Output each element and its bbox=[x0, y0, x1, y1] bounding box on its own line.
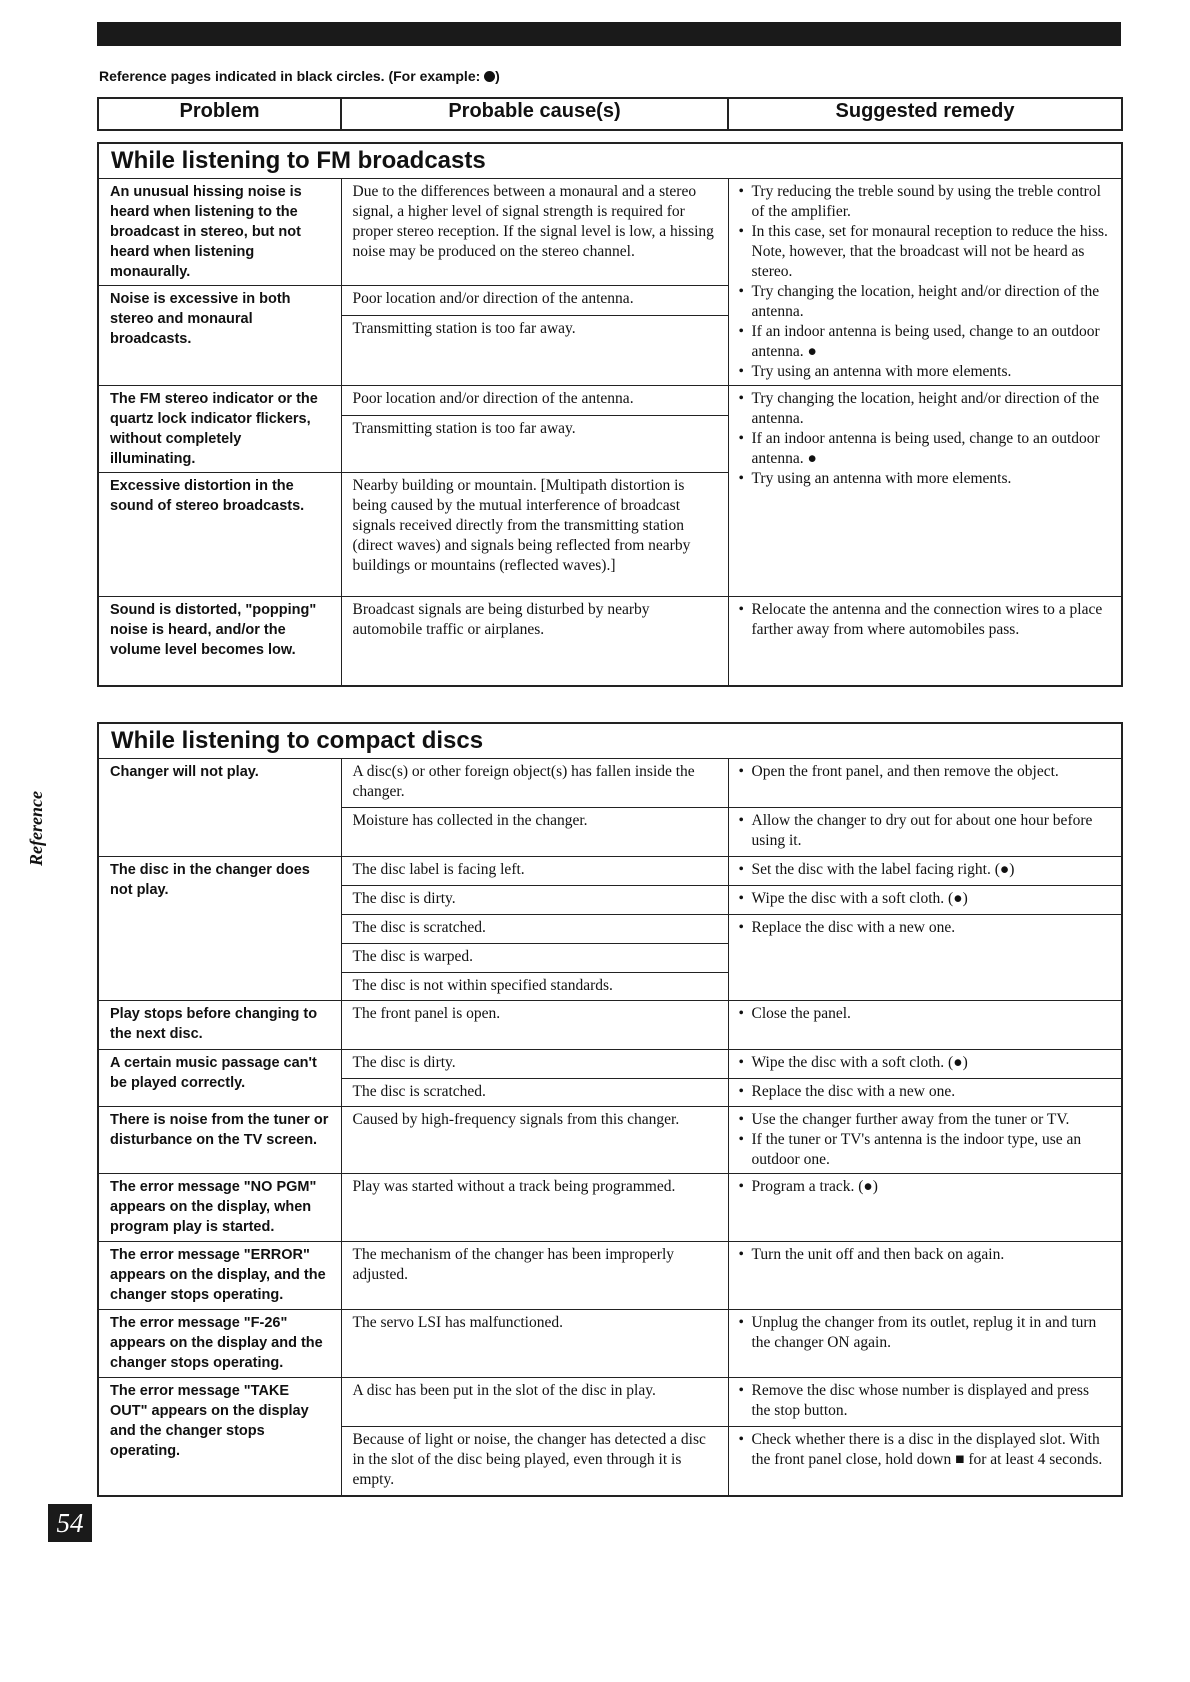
cause-cell: The disc is scratched. bbox=[341, 915, 728, 944]
stop-square-icon: ■ bbox=[955, 1451, 965, 1468]
cause-cell: The disc is dirty. bbox=[341, 886, 728, 915]
remedy-cell bbox=[728, 759, 1122, 808]
remedy-item: • Try reducing the treble sound by using the treble control of the amplifier. bbox=[739, 182, 1112, 222]
remedy-item: • Replace the disc with a new one. bbox=[739, 918, 1112, 938]
remedy-item: • Try changing the location, height and/or direction of the antenna. bbox=[739, 282, 1112, 322]
remedy-item: • If the tuner or TV's antenna is the indoor type, use an outdoor one. bbox=[739, 1130, 1112, 1170]
remedy-item: • Check whether there is a disc in the displayed slot. With the front panel close, hold down ■ for at least 4 seconds. bbox=[739, 1430, 1112, 1470]
table-row bbox=[98, 1310, 1122, 1378]
reference-note: Reference pages indicated in black circles. (For example: ) bbox=[99, 68, 500, 84]
black-circle-icon: ● bbox=[807, 343, 817, 360]
remedy-cell bbox=[728, 1242, 1122, 1310]
remedy-item: • Open the front panel, and then remove the object. bbox=[739, 762, 1112, 782]
problem-cell: The error message "TAKE OUT" appears on the display and the changer stops operating. bbox=[98, 1378, 341, 1496]
cause-cell: The disc is not within specified standards. bbox=[341, 973, 728, 1001]
problem-cell: A certain music passage can't be played correctly. bbox=[98, 1050, 341, 1107]
fm-section-title: While listening to FM broadcasts bbox=[98, 143, 1122, 179]
page-number: 54 bbox=[48, 1504, 92, 1542]
table-row bbox=[98, 759, 1122, 808]
black-circle-icon: ● bbox=[953, 890, 963, 907]
table-row bbox=[98, 857, 1122, 886]
remedy-cell bbox=[728, 857, 1122, 886]
remedy-cell bbox=[728, 1378, 1122, 1427]
table-row bbox=[98, 597, 1122, 686]
remedy-cell bbox=[728, 386, 1122, 597]
remedy-cell bbox=[728, 886, 1122, 915]
column-headers bbox=[97, 97, 1123, 131]
cd-section-title: While listening to compact discs bbox=[98, 723, 1122, 759]
remedy-cell bbox=[728, 179, 1122, 386]
cause-cell: Broadcast signals are being disturbed by nearby automobile traffic or airplanes. bbox=[341, 597, 728, 686]
cause-cell: Transmitting station is too far away. bbox=[341, 416, 728, 473]
remedy-cell bbox=[728, 1427, 1122, 1496]
remedy-cell bbox=[728, 915, 1122, 1001]
problem-cell: An unusual hissing noise is heard when listening to the broadcast in stereo, but not heard when listening monaurally. bbox=[98, 179, 341, 286]
cause-cell: Caused by high-frequency signals from this changer. bbox=[341, 1107, 728, 1174]
remedy-item: • Program a track. (●) bbox=[739, 1177, 1112, 1197]
problem-cell: The disc in the changer does not play. bbox=[98, 857, 341, 1001]
problem-cell: The error message "F-26" appears on the display and the changer stops operating. bbox=[98, 1310, 341, 1378]
problem-cell: There is noise from the tuner or disturbance on the TV screen. bbox=[98, 1107, 341, 1174]
remedy-item: • Replace the disc with a new one. bbox=[739, 1082, 1112, 1102]
black-circle-icon: ● bbox=[953, 1054, 963, 1071]
remedy-cell bbox=[728, 808, 1122, 857]
sidebar-label: Reference bbox=[26, 791, 46, 866]
remedy-cell bbox=[728, 1001, 1122, 1050]
cause-cell: Nearby building or mountain. [Multipath distortion is being caused by the mutual interference of broadcast signals received directly from the transmitting station (direct waves) and signals being reflected from nearby buildings or mountains (reflected waves).] bbox=[341, 473, 728, 597]
cause-header: Probable cause(s) bbox=[341, 98, 728, 130]
table-row bbox=[98, 1378, 1122, 1427]
cause-cell: The disc is scratched. bbox=[341, 1079, 728, 1107]
cause-cell: The disc is dirty. bbox=[341, 1050, 728, 1079]
cause-cell: Poor location and/or direction of the antenna. bbox=[341, 386, 728, 416]
remedy-item: • Allow the changer to dry out for about one hour before using it. bbox=[739, 811, 1112, 851]
remedy-item: • Set the disc with the label facing right. (●) bbox=[739, 860, 1112, 880]
problem-cell: Excessive distortion in the sound of stereo broadcasts. bbox=[98, 473, 341, 597]
fm-section bbox=[97, 142, 1123, 687]
remedy-item: • If an indoor antenna is being used, change to an outdoor antenna. ● bbox=[739, 322, 1112, 362]
problem-cell: The error message "NO PGM" appears on the display, when program play is started. bbox=[98, 1174, 341, 1242]
table-row bbox=[98, 1107, 1122, 1174]
problem-header: Problem bbox=[98, 98, 341, 130]
remedy-item: • Turn the unit off and then back on again. bbox=[739, 1245, 1112, 1265]
remedy-cell bbox=[728, 1107, 1122, 1174]
remedy-item: • Try using an antenna with more elements. bbox=[739, 362, 1112, 382]
cause-cell: A disc(s) or other foreign object(s) has fallen inside the changer. bbox=[341, 759, 728, 808]
table-row bbox=[98, 179, 1122, 286]
remedy-item: • Close the panel. bbox=[739, 1004, 1112, 1024]
remedy-item: • In this case, set for monaural reception to reduce the hiss. Note, however, that the broadcast will not be heard as stereo. bbox=[739, 222, 1112, 282]
remedy-item: • Remove the disc whose number is displayed and press the stop button. bbox=[739, 1381, 1112, 1421]
remedy-item: • Relocate the antenna and the connection wires to a place farther away from where automobiles pass. bbox=[739, 600, 1112, 640]
remedy-cell bbox=[728, 597, 1122, 686]
remedy-item: • Wipe the disc with a soft cloth. (●) bbox=[739, 1053, 1112, 1073]
table-row bbox=[98, 1174, 1122, 1242]
cause-cell: The front panel is open. bbox=[341, 1001, 728, 1050]
cause-cell: Poor location and/or direction of the antenna. bbox=[341, 286, 728, 316]
remedy-cell bbox=[728, 1050, 1122, 1079]
remedy-cell bbox=[728, 1310, 1122, 1378]
table-row bbox=[98, 1242, 1122, 1310]
remedy-item: • Try changing the location, height and/or direction of the antenna. bbox=[739, 389, 1112, 429]
cause-cell: Play was started without a track being programmed. bbox=[341, 1174, 728, 1242]
cause-cell: Due to the differences between a monaural and a stereo signal, a higher level of signal strength is required for proper stereo reception. If the signal level is low, a hissing noise may be produced on the stereo channel. bbox=[341, 179, 728, 286]
problem-cell: Play stops before changing to the next disc. bbox=[98, 1001, 341, 1050]
remedy-cell bbox=[728, 1079, 1122, 1107]
cause-cell: Transmitting station is too far away. bbox=[341, 316, 728, 386]
black-circle-icon: ● bbox=[807, 450, 817, 467]
cause-cell: The disc is warped. bbox=[341, 944, 728, 973]
cause-cell: The disc label is facing left. bbox=[341, 857, 728, 886]
cause-cell: The servo LSI has malfunctioned. bbox=[341, 1310, 728, 1378]
remedy-item: • Unplug the changer from its outlet, replug it in and turn the changer ON again. bbox=[739, 1313, 1112, 1353]
remedy-item: • Wipe the disc with a soft cloth. (●) bbox=[739, 889, 1112, 909]
cause-cell: A disc has been put in the slot of the disc in play. bbox=[341, 1378, 728, 1427]
problem-cell: Sound is distorted, "popping" noise is heard, and/or the volume level becomes low. bbox=[98, 597, 341, 686]
remedy-item: • If an indoor antenna is being used, change to an outdoor antenna. ● bbox=[739, 429, 1112, 469]
black-circle-icon bbox=[484, 71, 495, 82]
cause-cell: Because of light or noise, the changer has detected a disc in the slot of the disc being played, even through it is empty. bbox=[341, 1427, 728, 1496]
table-row bbox=[98, 1001, 1122, 1050]
remedy-header: Suggested remedy bbox=[728, 98, 1122, 130]
cause-cell: The mechanism of the changer has been improperly adjusted. bbox=[341, 1242, 728, 1310]
table-row bbox=[98, 386, 1122, 416]
header-bar bbox=[97, 22, 1121, 46]
problem-cell: The FM stereo indicator or the quartz lock indicator flickers, without completely illuminating. bbox=[98, 386, 341, 473]
problem-cell: The error message "ERROR" appears on the display, and the changer stops operating. bbox=[98, 1242, 341, 1310]
problem-cell: Changer will not play. bbox=[98, 759, 341, 857]
remedy-cell bbox=[728, 1174, 1122, 1242]
cause-cell: Moisture has collected in the changer. bbox=[341, 808, 728, 857]
remedy-item: • Try using an antenna with more elements. bbox=[739, 469, 1112, 489]
problem-cell: Noise is excessive in both stereo and monaural broadcasts. bbox=[98, 286, 341, 386]
remedy-item: • Use the changer further away from the tuner or TV. bbox=[739, 1110, 1112, 1130]
black-circle-icon: ● bbox=[863, 1178, 873, 1195]
black-circle-icon: ● bbox=[999, 861, 1010, 878]
cd-section bbox=[97, 722, 1123, 1497]
table-row bbox=[98, 1050, 1122, 1079]
